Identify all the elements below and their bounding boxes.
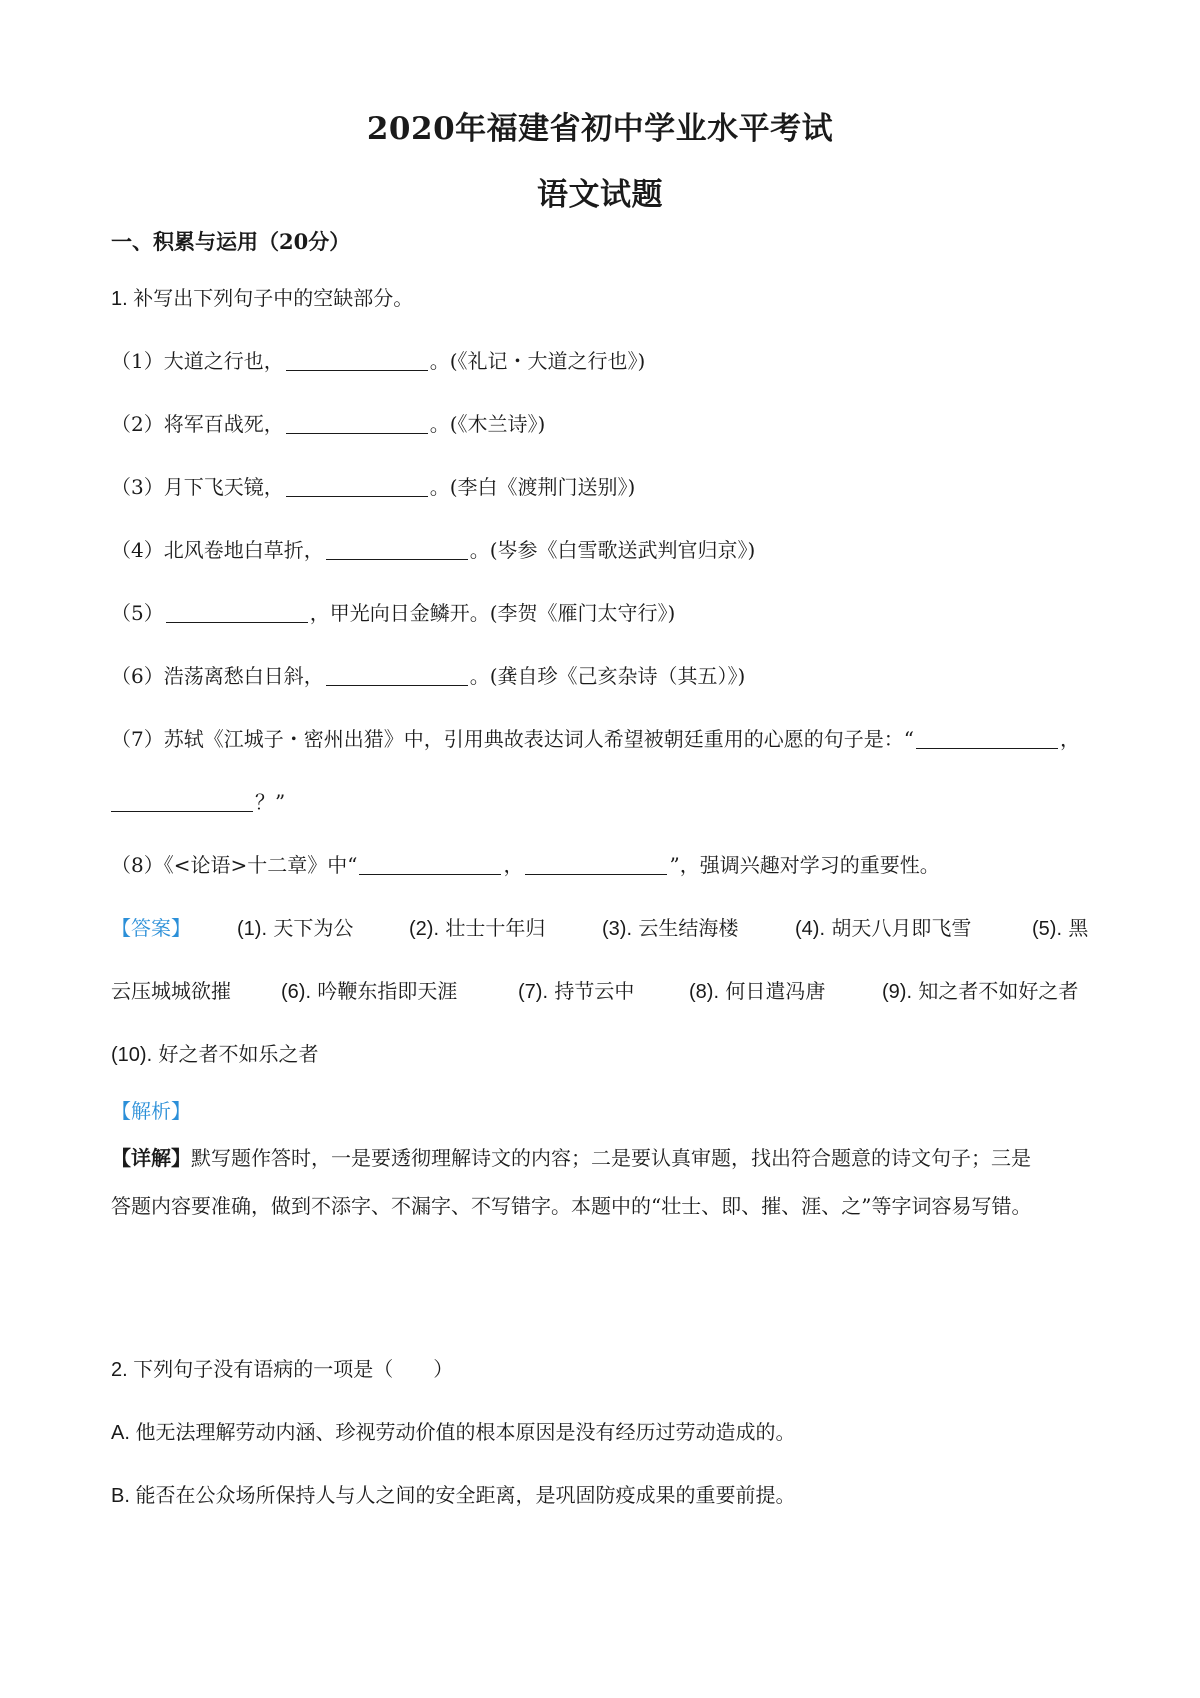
q1-item-suffix: ，: [1059, 727, 1080, 751]
q1-item-6: [111, 662, 745, 690]
answer-item-1: (1). 天下为公: [237, 916, 354, 940]
q1-item-8: [111, 851, 940, 879]
exam-title: 2020年福建省初中学业水平考试: [366, 111, 834, 147]
answer-blank[interactable]: [166, 602, 308, 623]
answer-blank[interactable]: [359, 854, 501, 875]
analysis-detail-line-2: 答题内容要准确，做到不添字、不漏字、不写错字。本题中的“壮士、即、摧、涯、之”等字词容易写错。: [111, 1194, 1032, 1218]
q1-item-suffix: 。(李白《渡荆门送别》): [429, 475, 636, 499]
answer-item-9: (9). 知之者不如好之者: [882, 979, 1079, 1003]
answer-blank[interactable]: [525, 854, 667, 875]
q1-item-suffix: ？”: [255, 790, 286, 814]
q1-item-2: [111, 410, 545, 438]
q1-item-suffix: ，甲光向日金鳞开。(李贺《雁门太守行》): [309, 601, 676, 625]
section-heading: 一、积累与运用（20分）: [111, 229, 351, 254]
question-1-stem: [111, 284, 413, 313]
q1-item-suffix: 。(岑参《白雪歌送武判官归京》): [469, 538, 756, 562]
answer-item-2: (2). 壮士十年归: [409, 916, 546, 940]
answer-item-8: (8). 何日遣冯唐: [689, 979, 826, 1003]
q1-item-prefix: （8）《<论语>十二章》中“: [111, 853, 358, 877]
q1-item-suffix: 。(龚自珍《己亥杂诗（其五）》): [469, 664, 746, 688]
answer-label: 【答案】: [111, 916, 191, 940]
q1-item-suffix: 。(《礼记・大道之行也》): [429, 349, 646, 373]
q1-item-prefix: （3）月下飞天镜，: [111, 475, 284, 499]
q1-item-7-line1: [111, 725, 1080, 753]
answer-blank[interactable]: [111, 791, 253, 812]
detail-text-1: 默写题作答时，一是要透彻理解诗文的内容；二是要认真审题，找出符合题意的诗文句子；三是: [191, 1146, 1031, 1170]
answer-item-10: (10). 好之者不如乐之者: [111, 1042, 319, 1066]
q1-item-prefix: （1）大道之行也，: [111, 349, 284, 373]
q1-item-1: [111, 347, 645, 375]
exam-subtitle: 语文试题: [537, 177, 663, 213]
q1-item-middle: ，: [503, 853, 524, 877]
answer-item-4: (4). 胡天八月即飞雪: [795, 916, 972, 940]
answer-blank[interactable]: [326, 539, 468, 560]
answer-row-1: [111, 914, 1101, 942]
q1-item-prefix: （4）北风卷地白草折，: [111, 538, 324, 562]
answer-blank[interactable]: [326, 665, 468, 686]
answer-blank[interactable]: [916, 728, 1058, 749]
q1-item-5: [111, 599, 675, 627]
answer-item-5-cont: 云压城城欲摧: [111, 979, 231, 1003]
answer-row-2: [111, 977, 1101, 1005]
answer-item-6: (6). 吟鞭东指即天涯: [281, 979, 458, 1003]
answer-item-7: (7). 持节云中: [518, 979, 635, 1003]
answer-blank[interactable]: [286, 476, 428, 497]
answer-item-5: (5). 黑: [1032, 916, 1089, 940]
q1-item-prefix: （7）苏轼《江城子・密州出猎》中，引用典故表达词人希望被朝廷重用的心愿的句子是：“: [111, 727, 914, 751]
detail-label: 【详解】: [111, 1146, 191, 1170]
q1-item-suffix: 。(《木兰诗》): [429, 412, 546, 436]
answer-item-3: (3). 云生结海楼: [602, 916, 739, 940]
q2-option-b[interactable]: B. 能否在公众场所保持人与人之间的安全距离，是巩固防疫成果的重要前提。: [111, 1485, 796, 1507]
question-2-stem: 2. 下列句子没有语病的一项是（ ）: [111, 1359, 454, 1381]
answer-row-3: [111, 1040, 1101, 1068]
q1-item-suffix: ”，强调兴趣对学习的重要性。: [669, 853, 940, 877]
q1-item-prefix: （2）将军百战死，: [111, 412, 284, 436]
q1-item-prefix: （5）: [111, 601, 164, 625]
q1-item-7-line2: [111, 788, 285, 816]
q2-option-a[interactable]: A. 他无法理解劳动内涵、珍视劳动价值的根本原因是没有经历过劳动造成的。: [111, 1422, 796, 1444]
q1-item-3: [111, 473, 635, 501]
question-1-stem-text: 1. 补写出下列句子中的空缺部分。: [111, 288, 414, 310]
answer-blank[interactable]: [286, 413, 428, 434]
analysis-detail-line-1: [111, 1144, 1101, 1172]
q1-item-prefix: （6）浩荡离愁白日斜，: [111, 664, 324, 688]
q1-item-4: [111, 536, 755, 564]
answer-blank[interactable]: [286, 350, 428, 371]
analysis-label: 【解析】: [111, 1099, 191, 1123]
